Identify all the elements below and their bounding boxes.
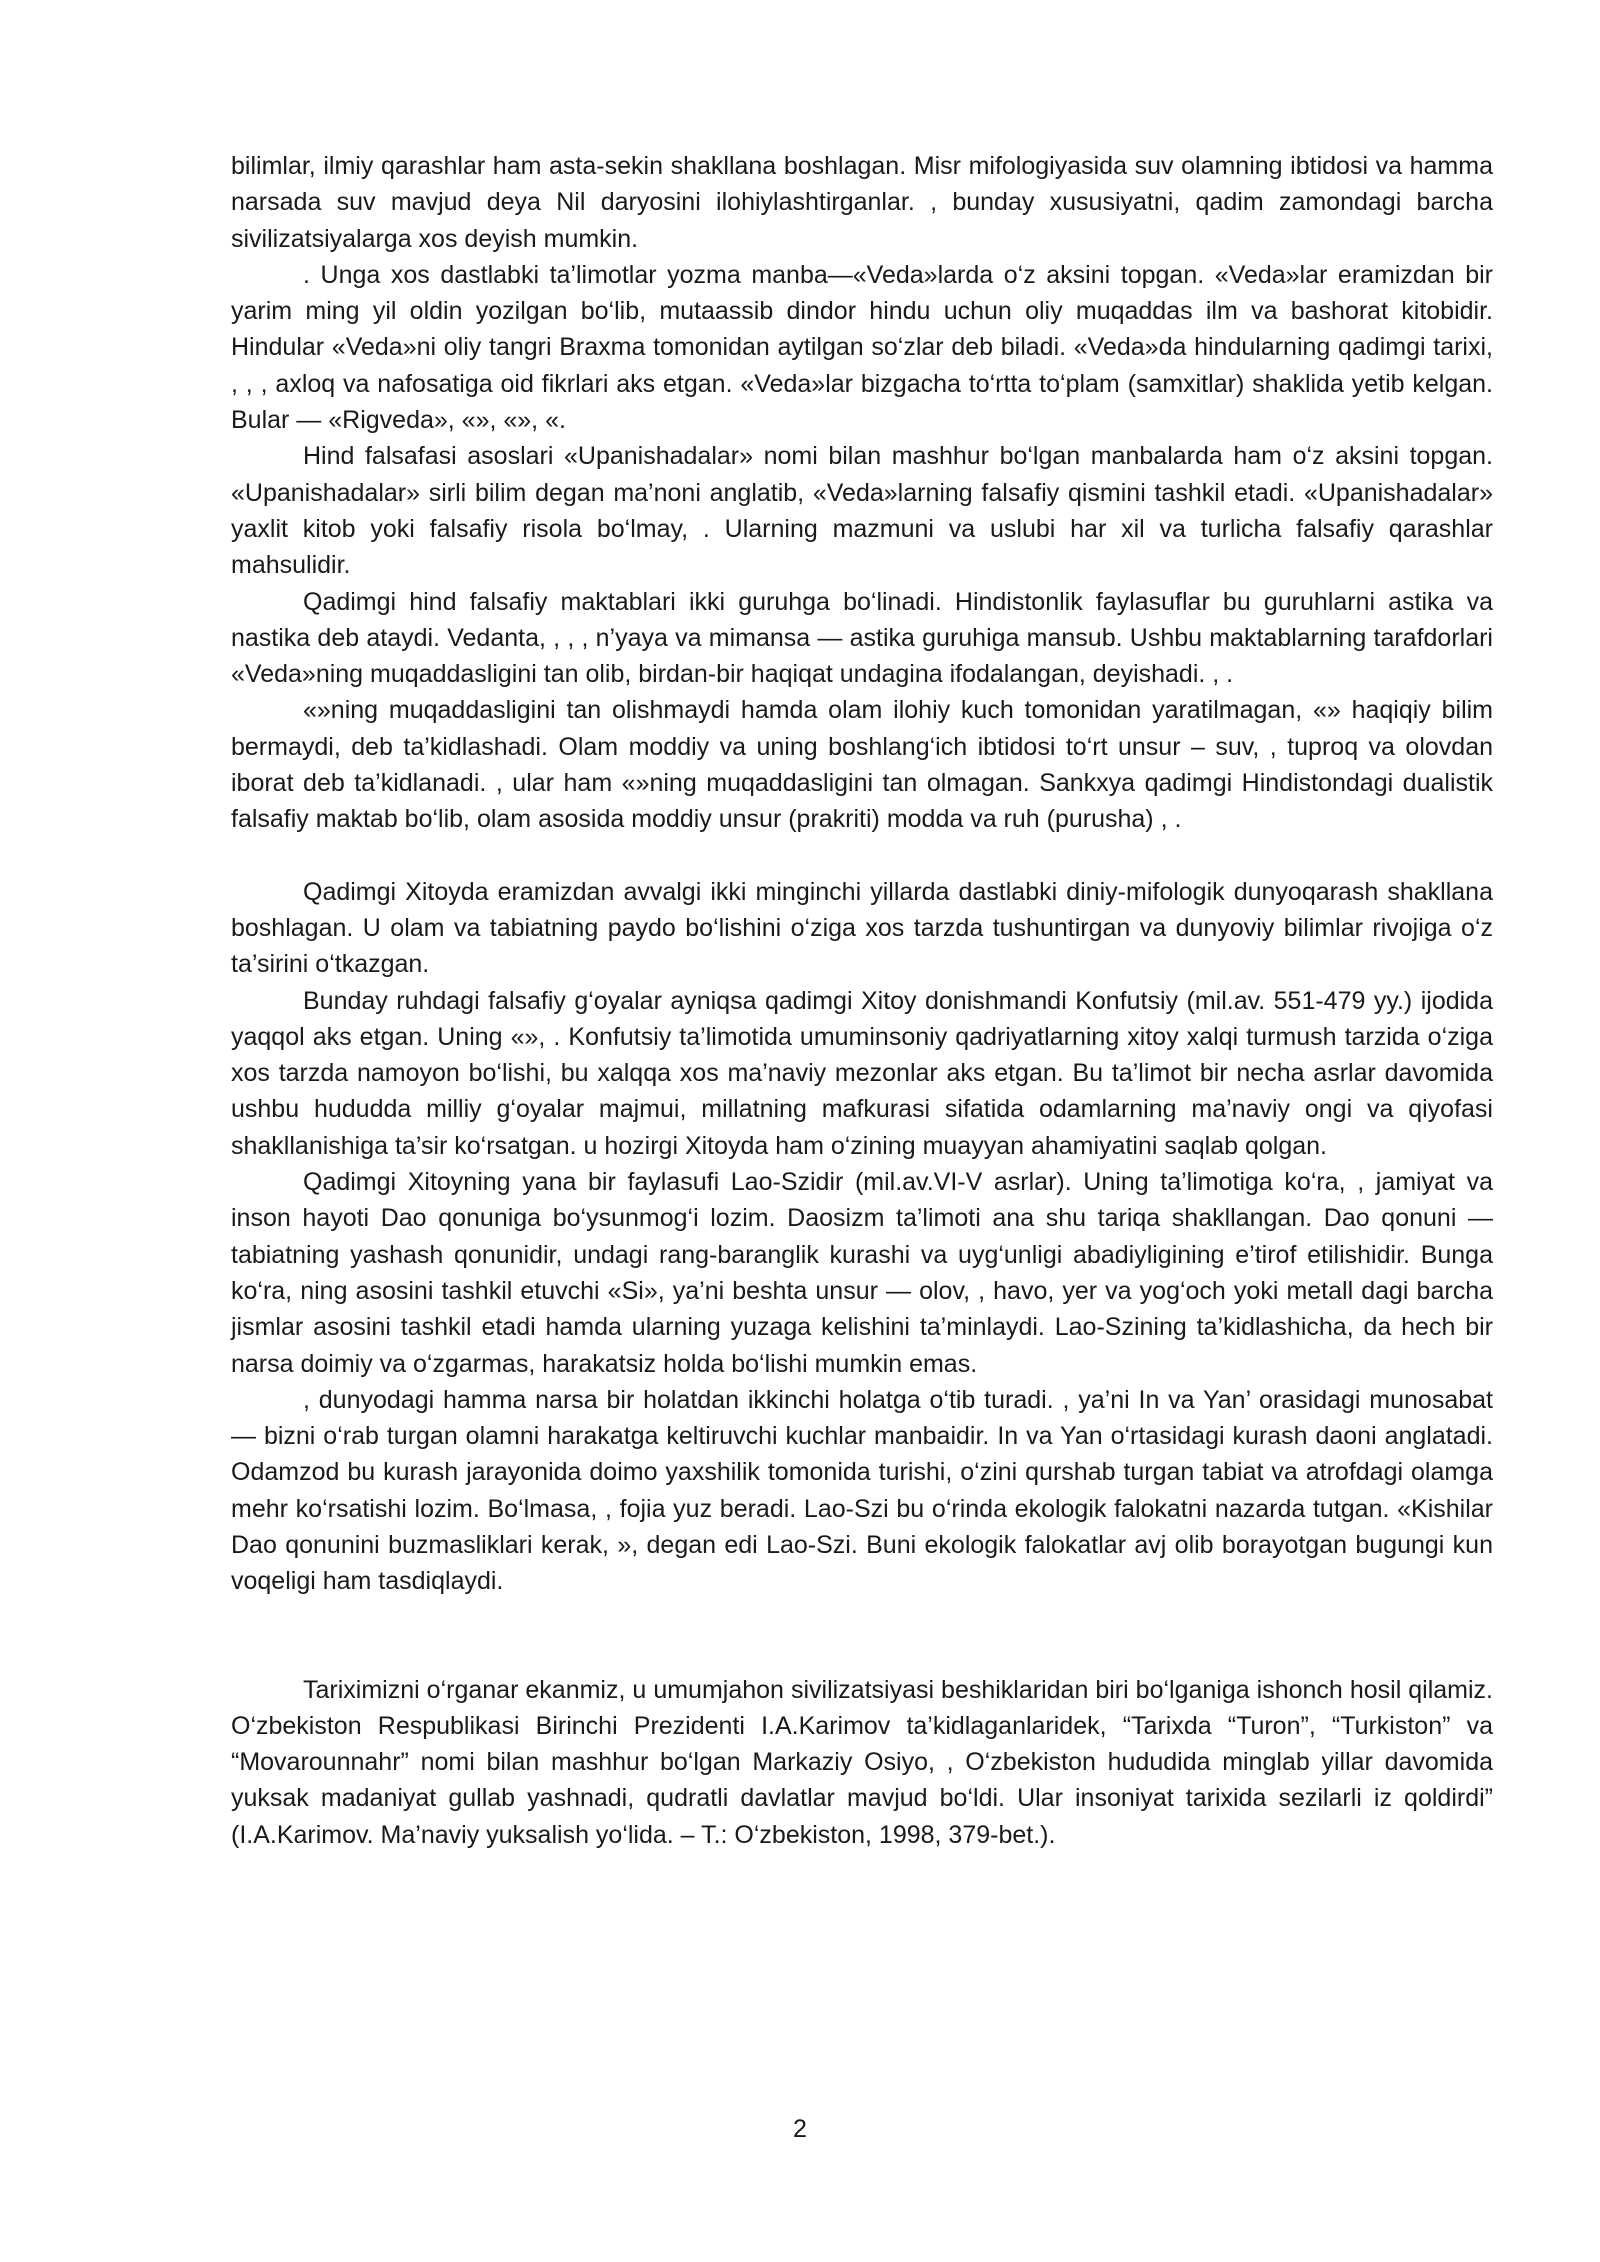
paragraph-5: «»ning muqaddasligini tan olishmaydi hamda olam ilohiy kuch tomonidan yaratilmagan, «» haqiqiy bilim bermaydi, deb ta’kidlashadi. Olam moddiy va uning boshlang‘ich ibtidosi to‘rt unsur – suv, , tuproq va olovdan iborat deb ta’kidlanadi. , ular ham «»ning muqaddasligini tan olmagan. Sankxya qadimgi Hindistondagi dualistik falsafiy maktab bo‘lib, olam asosida moddiy unsur (prakriti) modda va ruh (purusha) , . (231, 696, 1493, 834)
paragraph-7: Bunday ruhdagi falsafiy g‘oyalar ayniqsa qadimgi Xitoy donishmandi Konfutsiy (mil.av. 551-479 yy.) ijodida yaqqol aks etgan. Uning «», . Konfutsiy ta’limotida umuminsoniy qadriyatlarning xitoy xalqi turmush tarzida o‘ziga xos tarzda namoyon bo‘lishi, bu xalqqa xos ma’naviy mezonlar aks etgan. Bu ta’limot bir necha asrlar davomida ushbu hududda milliy g‘oyalar majmui, millatning mafkurasi sifatida odamlarning ma’naviy ongi va qiyofasi shakllanishiga ta’sir ko‘rsatgan. u hozirgi Xitoyda ham o‘zining muayyan ahamiyatini saqlab qolgan. (231, 986, 1493, 1160)
paragraph-9: , dunyodagi hamma narsa bir holatdan ikkinchi holatga o‘tib turadi. , ya’ni In va Yan’ orasidagi munosabat — bizni o‘rab turgan olamni harakatga keltiruvchi kuchlar manbaidir. In va Yan o‘rtasidagi kurash daoni anglatadi. Odamzod bu kurash jarayonida doimo yaxshilik tomonida turishi, o‘zini qurshab turgan tabiat va atrofdagi olamga mehr ko‘rsatishi lozim. Bo‘lmasa, , fojia yuz beradi. Lao-Szi bu o‘rinda ekologik falokatni nazarda tutgan. «Kishilar Dao qonunini buzmasliklari kerak, », degan edi Lao-Szi. Buni ekologik falokatlar avj olib borayotgan bugungi kun voqeligi ham tasdiqlaydi. (231, 1385, 1493, 1596)
page-number: 2 (793, 2115, 807, 2143)
paragraph-1: bilimlar, ilmiy qarashlar ham asta-sekin shakllana boshlagan. Misr mifologiyasida suv olamning ibtidosi va hamma narsada suv mavjud deya Nil daryosini ilohiylashtirganlar. , bunday xususiyatni, qadim zamondagi barcha sivilizatsiyalarga xos deyish mumkin. (231, 152, 1493, 253)
paragraph-spacer (231, 838, 1493, 874)
paragraph-6: Qadimgi Xitoyda eramizdan avvalgi ikki minginchi yillarda dastlabki diniy-mifologik dunyoqarash shakllana boshlagan. U olam va tabiatning paydo bo‘lishini o‘ziga xos tarzda tushuntirgan va dunyoviy bilimlar rivojiga o‘z ta’sirini o‘tkazgan. (231, 877, 1493, 979)
paragraph-10: Tariximizni o‘rganar ekanmiz, u umumjahon sivilizatsiyasi beshiklaridan biri bo‘lganiga ishonch hosil qilamiz. O‘zbekiston Respublikasi Birinchi Prezidenti I.A.Karimov ta’kidlaganlaridek, “Tarixda “Turon”, “Turkiston” va “Movarounnahr” nomi bilan mashhur bo‘lgan Markaziy Osiyo, , O‘zbekiston hududida minglab yillar davomida yuksak madaniyat gullab yashnadi, qudratli davlatlar mavjud bo‘ldi. Ular insoniyat tarixida sezilarli iz qoldirdi” (I.A.Karimov. Ma’naviy yuksalish yo‘lida. – T.: O‘zbekiston, 1998, 379-bet.). (231, 1675, 1493, 1849)
paragraph-4: Qadimgi hind falsafiy maktablari ikki guruhga bo‘linadi. Hindistonlik faylasuflar bu guruhlarni astika va nastika deb ataydi. Vedanta, , , , n’yaya va mimansa — astika guruhiga mansub. Ushbu maktablarning tarafdorlari «Veda»ning muqaddasligini tan olib, birdan-bir haqiqat undagina ifodalangan, deyishadi. , . (231, 587, 1493, 689)
paragraph-3: Hind falsafasi asoslari «Upanishadalar» nomi bilan mashhur bo‘lgan manbalarda ham o‘z aksini topgan. «Upanishadalar» sirli bilim degan ma’noni anglatib, «Veda»larning falsafiy qismini tashkil etadi. «Upanishadalar» yaxlit kitob yoki falsafiy risola bo‘lmay, . Ularning mazmuni va uslubi har xil va turlicha falsafiy qarashlar mahsulidir. (231, 442, 1493, 580)
document-body (231, 148, 1493, 1853)
paragraph-8: Qadimgi Xitoyning yana bir faylasufi Lao-Szidir (mil.av.VI-V asrlar). Uning ta’limotiga ko‘ra, , jamiyat va inson hayoti Dao qonuniga bo‘ysunmog‘i lozim. Daosizm ta’limoti ana shu tariqa shakllangan. Dao qonuni — tabiatning yashash qonunidir, undagi rang-baranglik kurashi va uyg‘unligi abadiyligining e’tirof etilishidir. Bunga ko‘ra, ning asosini tashkil etuvchi «Si», ya’ni beshta unsur — olov, , havo, yer va yog‘och yoki metall dagi barcha jismlar asosini tashkil etadi hamda ularning yuzaga kelishini ta’minlaydi. Lao-Szining ta’kidlashicha, da hech bir narsa doimiy va o‘zgarmas, harakatsiz holda bo‘lishi mumkin emas. (231, 1168, 1493, 1378)
paragraph-spacer (231, 1600, 1493, 1672)
paragraph-2: . Unga xos dastlabki ta’limotlar yozma manba—«Veda»larda o‘z aksini topgan. «Veda»lar eramizdan bir yarim ming yil oldin yozilgan bo‘lib, mutaassib dindor hindu uchun oliy muqaddas ilm va bashorat kitobidir. Hindular «Veda»ni oliy tangri Braxma tomonidan aytilgan so‘zlar deb biladi. «Veda»da hindularning qadimgi tarixi, , , , axloq va nafosatiga oid fikrlari aks etgan. «Veda»lar bizgacha to‘rtta to‘plam (samxitlar) shaklida yetib kelgan. Bular — «Rigveda», «», «», «. (231, 260, 1493, 435)
